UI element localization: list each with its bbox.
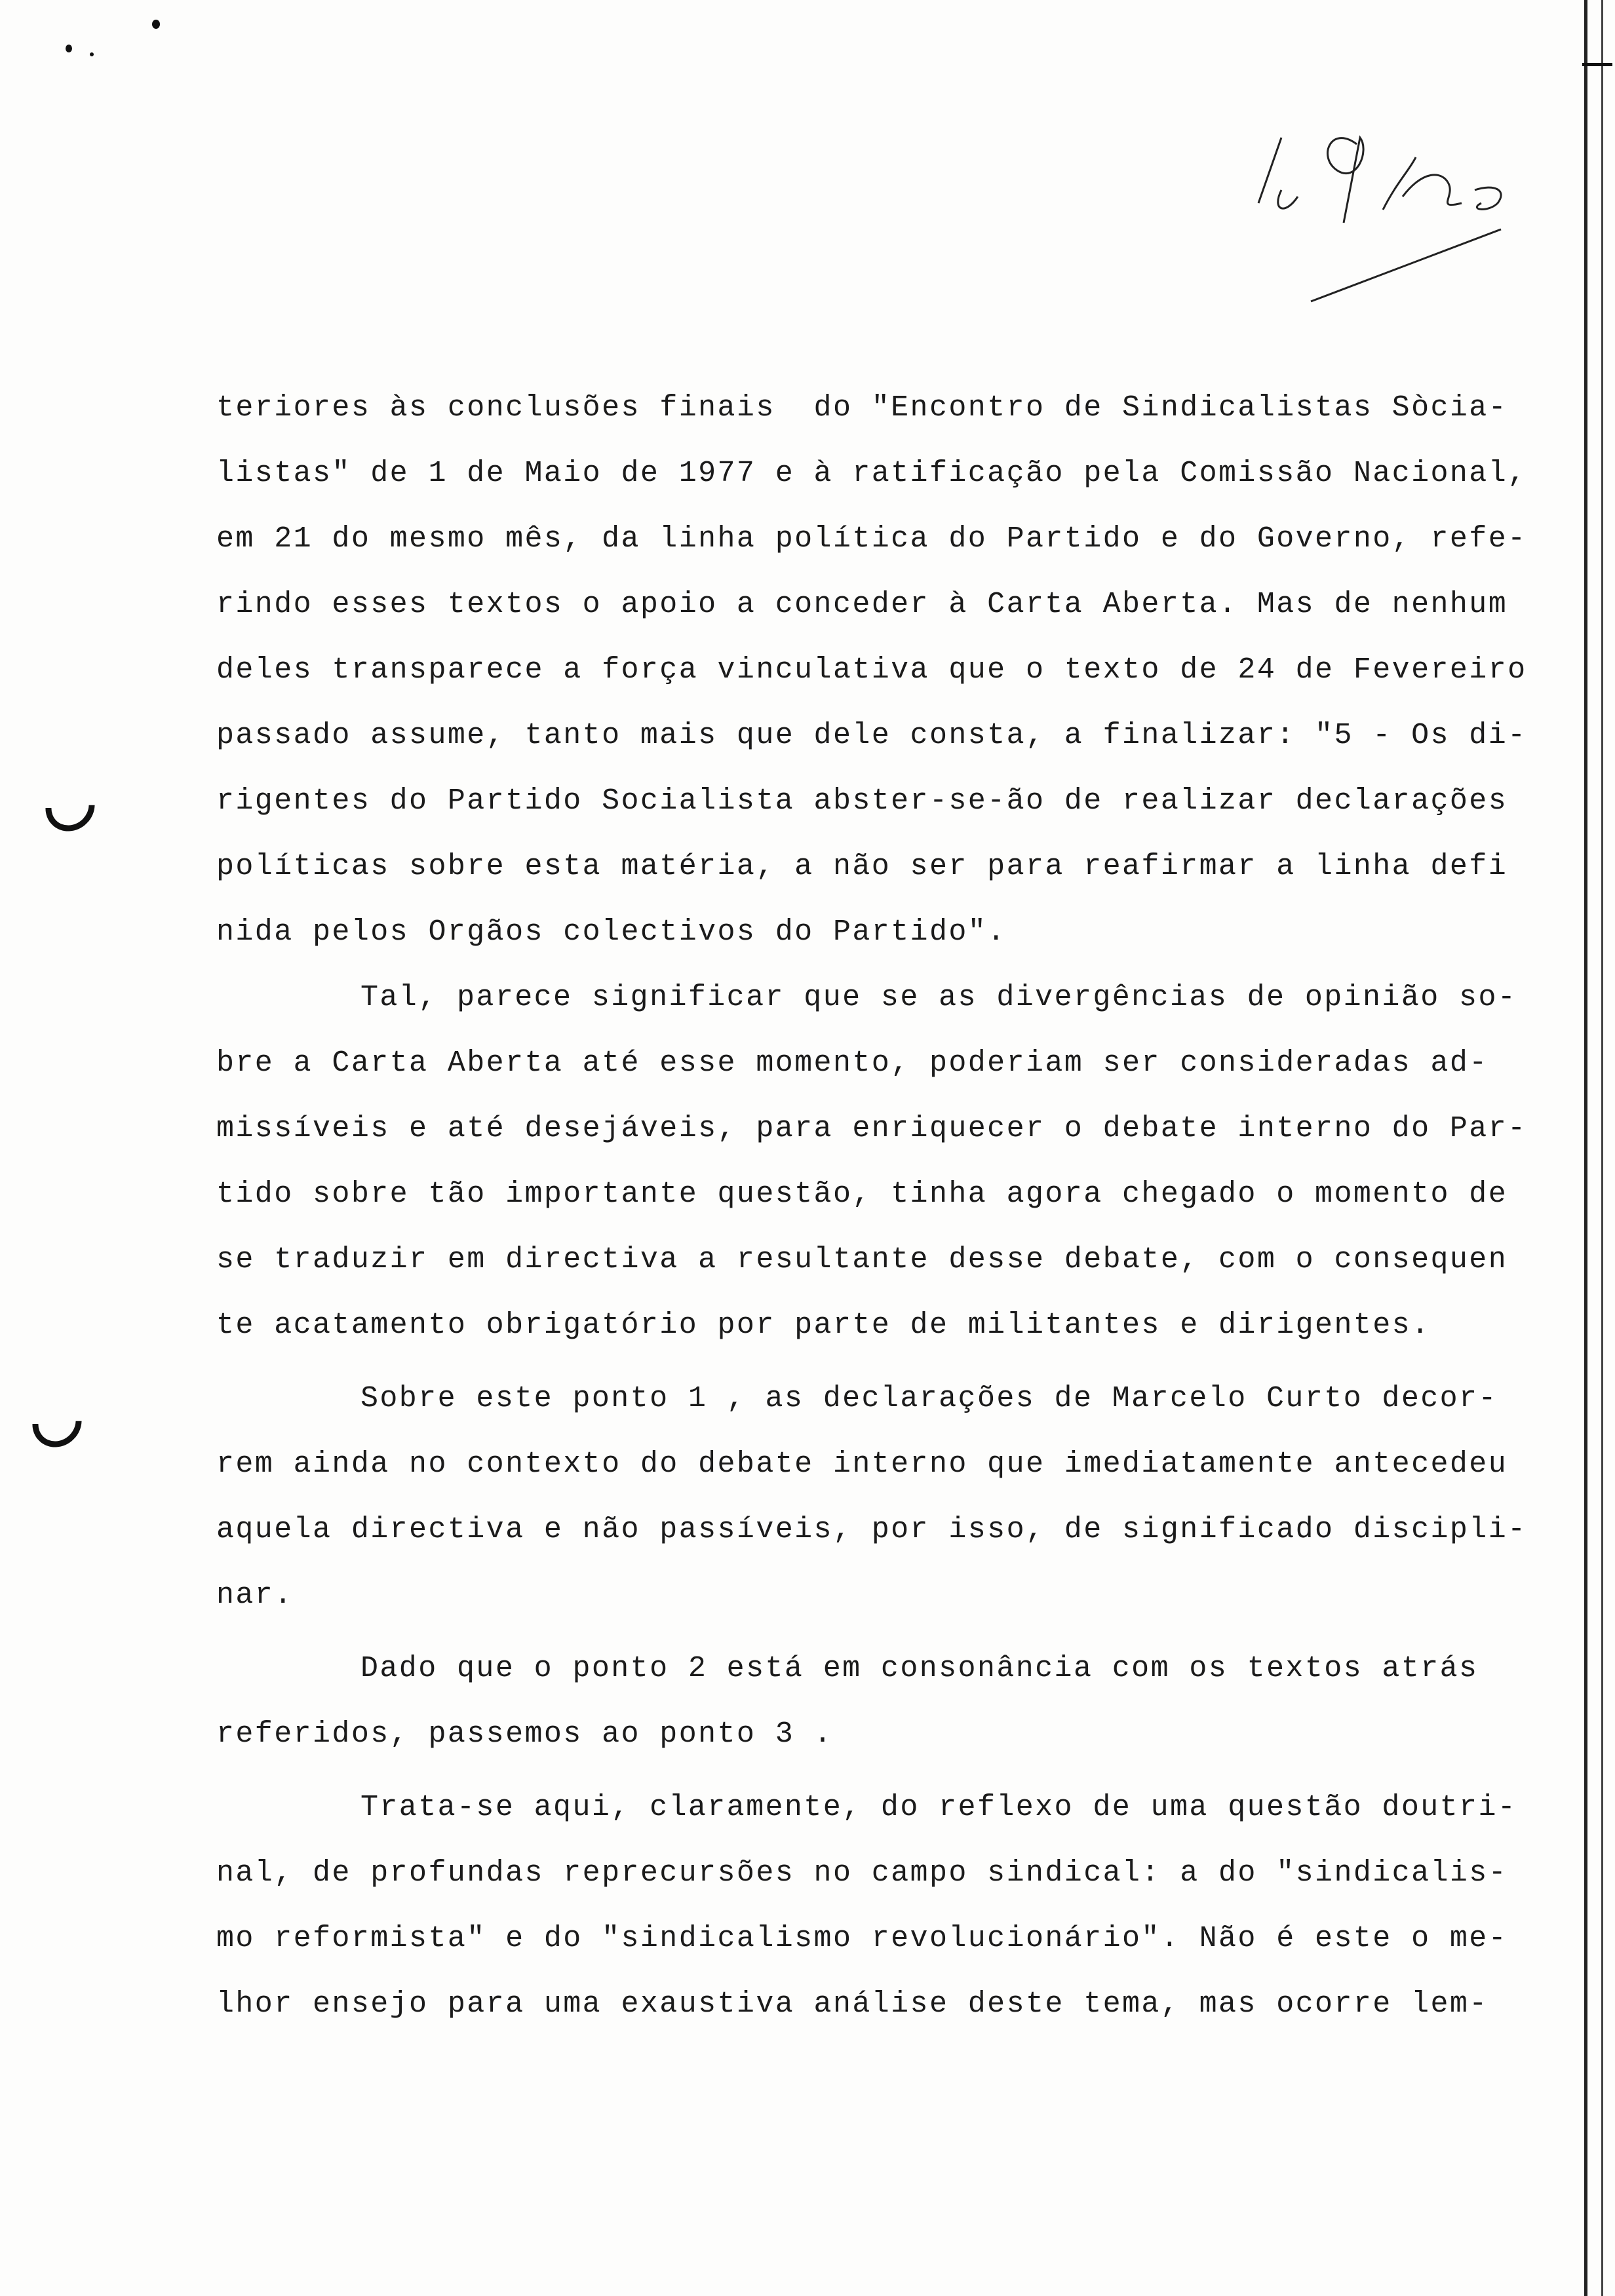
text-line: passado assume, tanto mais que dele consta, a finalizar: "5 - Os di-: [216, 719, 1527, 752]
ink-speck: [90, 52, 94, 56]
text-line: referidos, passemos ao ponto 3 .: [216, 1717, 833, 1751]
margin-dash-mark: [1582, 63, 1612, 66]
text-line: nida pelos Orgãos colectivos do Partido".: [216, 915, 1007, 949]
text-line: rigentes do Partido Socialista abster-se-ão de realizar declarações: [216, 784, 1508, 818]
text-line: aquela directiva e não passíveis, por isso, de significado discipli-: [216, 1513, 1527, 1546]
page-edge-shadow: [1584, 0, 1587, 2296]
paragraph-start-line: Trata-se aqui, claramente, do reflexo de uma questão doutri-: [360, 1791, 1517, 1824]
handwritten-initials-signature: [1245, 98, 1560, 315]
text-line: listas" de 1 de Maio de 1977 e à ratificação pela Comissão Nacional,: [216, 457, 1527, 490]
text-line: se traduzir em directiva a resultante desse debate, com o consequen: [216, 1243, 1508, 1276]
document-body: [216, 377, 1580, 2038]
text-line: te acatamento obrigatório por parte de militantes e dirigentes.: [216, 1309, 1431, 1342]
punch-hole-bottom: [22, 1388, 92, 1457]
text-line: em 21 do mesmo mês, da linha política do Partido e do Governo, refe-: [216, 522, 1527, 556]
ink-speck: [66, 45, 72, 52]
paragraph-start-line: Sobre este ponto 1 , as declarações de Marcelo Curto decor-: [360, 1382, 1498, 1415]
text-line: rem ainda no contexto do debate interno que imediatamente antecedeu: [216, 1447, 1508, 1481]
paragraph-start-line: Dado que o ponto 2 está em consonância com os textos atrás: [360, 1652, 1479, 1685]
text-line: teriores às conclusões finais do "Encontro de Sindicalistas Sòcia-: [216, 391, 1508, 425]
punch-hole-top: [35, 772, 105, 841]
text-line: políticas sobre esta matéria, a não ser para reafirmar a linha defi: [216, 850, 1508, 883]
text-line: nal, de profundas reprecursões no campo sindical: a do "sindicalis-: [216, 1856, 1508, 1890]
text-line: tido sobre tão importante questão, tinha agora chegado o momento de: [216, 1177, 1508, 1211]
text-line: lhor ensejo para uma exaustiva análise deste tema, mas ocorre lem-: [216, 1987, 1489, 2021]
text-line: rindo esses textos o apoio a conceder à Carta Aberta. Mas de nenhum: [216, 588, 1508, 621]
text-line: deles transparece a força vinculativa que o texto de 24 de Fevereiro: [216, 653, 1527, 687]
ink-speck: [152, 20, 160, 29]
text-line: mo reformista" e do "sindicalismo revolucionário". Não é este o me-: [216, 1922, 1508, 1955]
text-line: missíveis e até desejáveis, para enriquecer o debate interno do Par-: [216, 1112, 1527, 1145]
text-line: nar.: [216, 1578, 294, 1612]
page-edge-line: [1601, 0, 1603, 2296]
paragraph-start-line: Tal, parece significar que se as divergências de opinião so-: [360, 981, 1517, 1014]
text-line: bre a Carta Aberta até esse momento, poderiam ser consideradas ad-: [216, 1046, 1489, 1080]
